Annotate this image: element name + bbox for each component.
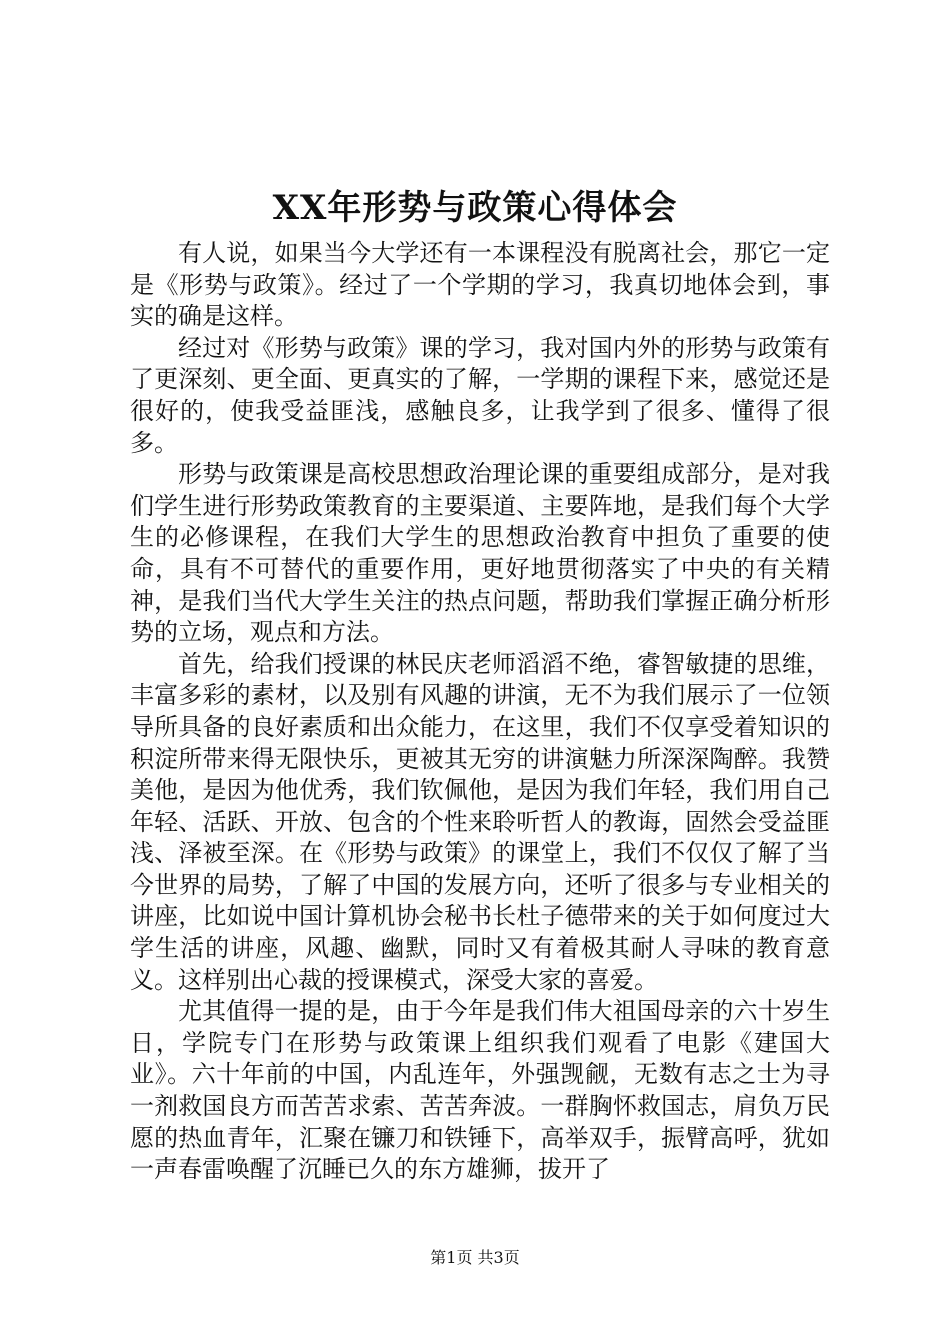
document-title: XX年形势与政策心得体会 [272, 188, 678, 228]
paragraph-1: 有人说，如果当今大学还有一本课程没有脱离社会，那它一定是《形势与政策》。经过了一个学期的学习，我真切地体会到，事实的确是这样。 [130, 239, 830, 331]
paragraph-3: 形势与政策课是高校思想政治理论课的重要组成部分，是对我们学生进行形势政策教育的主要渠道、主要阵地，是我们每个大学生的必修课程，在我们大学生的思想政治教育中担负了重要的使命，具有不可替代的重要作用，更好地贯彻落实了中央的有关精神，是我们当代大学生关注的热点问题，帮助我们掌握正确分析形势的立场，观点和方法。 [130, 460, 830, 647]
page-footer: 第1页 共3页 [430, 1248, 520, 1267]
paragraph-2: 经过对《形势与政策》课的学习，我对国内外的形势与政策有了更深刻、更全面、更真实的了解，一学期的课程下来，感觉还是很好的，使我受益匪浅，感触良多，让我学到了很多、懂得了很多。 [130, 333, 830, 457]
paragraph-5: 尤其值得一提的是，由于今年是我们伟大祖国母亲的六十岁生日，学院专门在形势与政策课上组织我们观看了电影《建国大业》。六十年前的中国，内乱连年，外强觊觎，无数有志之士为寻一剂救国良方而苦苦求索、苦苦奔波。一群胸怀救国志，肩负万民愿的热血青年，汇聚在镰刀和铁锤下，高举双手，振臂高呼，犹如一声春雷唤醒了沉睡已久的东方雄狮，拔开了 [130, 997, 830, 1184]
document-body [130, 238, 830, 1186]
paragraph-4: 首先，给我们授课的林民庆老师滔滔不绝，睿智敏捷的思维，丰富多彩的素材，以及别有风趣的讲演，无不为我们展示了一位领导所具备的良好素质和出众能力，在这里，我们不仅享受着知识的积淀所带来得无限快乐，更被其无穷的讲演魅力所深深陶醉。我赞美他，是因为他优秀，我们钦佩他，是因为我们年轻，我们用自己年轻、活跃、开放、包含的个性来聆听哲人的教诲，固然会受益匪浅、泽被至深。在《形势与政策》的课堂上，我们不仅仅了解了当今世界的局势，了解了中国的发展方向，还听了很多与专业相关的讲座，比如说中国计算机协会秘书长杜子德带来的关于如何度过大学生活的讲座，风趣、幽默，同时又有着极其耐人寻味的教育意义。这样别出心裁的授课模式，深受大家的喜爱。 [130, 649, 830, 994]
